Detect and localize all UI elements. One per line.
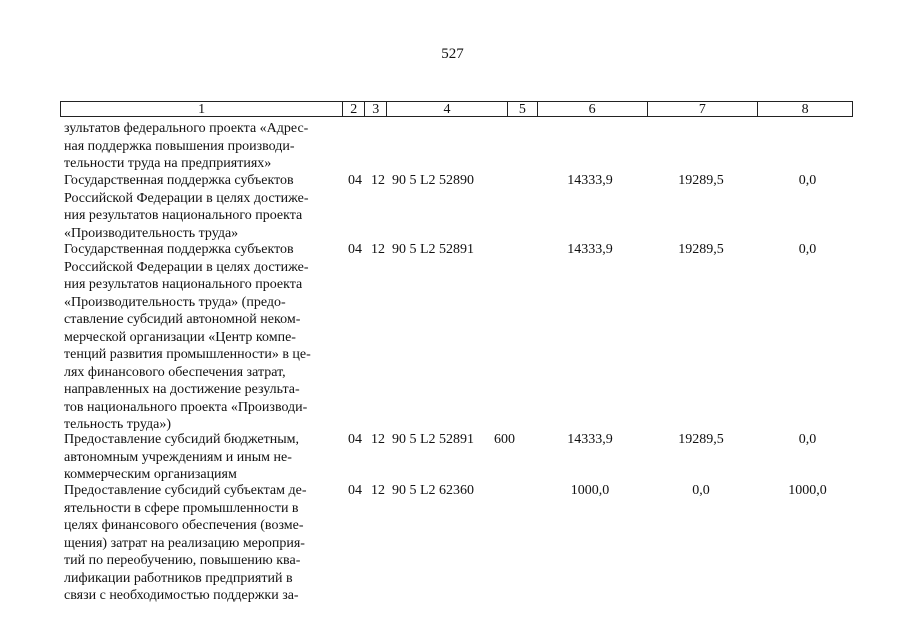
row-description	[64, 120, 338, 173]
description-line: тий по переобучению, повышению ква-	[64, 553, 301, 568]
description-line: связи с необходимостью поддержки за-	[64, 588, 299, 603]
amount-col-6: 1000,0	[570, 483, 610, 498]
description-line: «Производительность труда»	[64, 225, 239, 241]
description-line: Государственная поддержка субъектов	[64, 173, 294, 188]
section-code: 04	[348, 432, 362, 447]
description-line: направленных на достижение результа-	[64, 382, 300, 397]
target-article-code: 90 5 L2 52890	[392, 173, 475, 188]
description-line: «Производительность труда» (предо-	[64, 294, 286, 310]
description-line: ятельности в сфере промышленности в	[64, 500, 299, 516]
row-description	[64, 241, 338, 434]
description-line: тельности труда на предприятиях»	[64, 156, 272, 171]
section-code: 04	[348, 173, 362, 188]
header-col-4: 4	[387, 102, 508, 116]
description-line: ставление субсидий автономной неком-	[64, 312, 301, 327]
subsection-code: 12	[371, 242, 385, 257]
description-line: Российской Федерации в целях достиже-	[64, 259, 309, 275]
header-col-6: 6	[538, 102, 648, 116]
description-line: зультатов федерального проекта «Адрес-	[64, 121, 309, 136]
description-line: тов национального проекта «Производи-	[64, 399, 308, 415]
description-line: ния результатов национального проекта	[64, 277, 303, 292]
amount-col-7: 19289,5	[678, 432, 724, 447]
description-line: тенций развития промышленности» в це-	[64, 347, 311, 362]
description-line: ния результатов национального проекта	[64, 208, 303, 223]
section-code: 04	[348, 242, 362, 257]
expense-type-code: 600	[494, 432, 515, 447]
target-article-code: 90 5 L2 62360	[392, 483, 475, 498]
row-description	[64, 482, 338, 605]
amount-col-8: 0,0	[798, 432, 817, 447]
description-line: целях финансового обеспечения (возме-	[64, 518, 304, 533]
description-line: коммерческим организациям	[64, 467, 237, 482]
table-header	[60, 101, 853, 117]
description-line: Предоставление субсидий бюджетным,	[64, 432, 300, 447]
target-article-code: 90 5 L2 52891	[392, 432, 475, 447]
amount-col-6: 14333,9	[567, 173, 613, 188]
header-col-5: 5	[508, 102, 538, 116]
description-line: ная поддержка повышения производи-	[64, 138, 295, 154]
amount-col-7: 19289,5	[678, 242, 724, 257]
row-description	[64, 172, 338, 242]
subsection-code: 12	[371, 173, 385, 188]
target-article-code: 90 5 L2 52891	[392, 242, 475, 257]
description-line: тельность труда»)	[64, 417, 171, 432]
description-line: автономным учреждениям и иным не-	[64, 449, 292, 465]
amount-col-7: 0,0	[692, 483, 710, 498]
description-line: мерческой организации «Центр компе-	[64, 329, 296, 345]
subsection-code: 12	[371, 432, 385, 447]
subsection-code: 12	[371, 483, 385, 498]
description-line: Российской Федерации в целях достиже-	[64, 190, 309, 206]
header-col-2: 2	[343, 102, 365, 116]
page-number: 527	[441, 46, 464, 62]
description-line: Государственная поддержка субъектов	[64, 242, 294, 257]
header-col-7: 7	[648, 102, 759, 116]
header-col-3: 3	[365, 102, 387, 116]
header-col-8: 8	[801, 102, 809, 117]
amount-col-6: 14333,9	[567, 242, 613, 257]
amount-col-8: 0,0	[798, 242, 817, 257]
description-line: щения) затрат на реализацию мероприя-	[64, 535, 305, 551]
row-description	[64, 431, 338, 484]
amount-col-7: 19289,5	[678, 173, 724, 188]
description-line: Предоставление субсидий субъектам де-	[64, 483, 307, 498]
description-line: лификации работников предприятий в	[64, 570, 293, 586]
amount-col-8: 0,0	[798, 173, 817, 188]
description-line: лях финансового обеспечения затрат,	[64, 364, 286, 380]
header-col-1: 1	[61, 102, 343, 116]
amount-col-8: 1000,0	[788, 483, 827, 498]
amount-col-6: 14333,9	[567, 432, 613, 447]
section-code: 04	[348, 483, 362, 498]
